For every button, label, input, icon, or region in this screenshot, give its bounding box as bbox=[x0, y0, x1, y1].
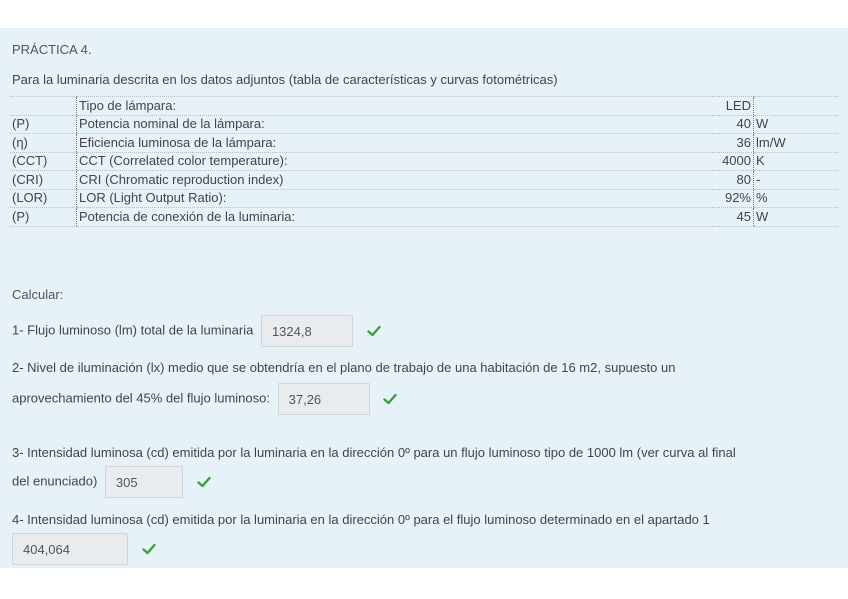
question-3-text-line2: del enunciado) bbox=[12, 473, 98, 489]
spec-description: Tipo de lámpara: bbox=[77, 97, 714, 116]
answer-3-field[interactable]: 305 bbox=[105, 466, 183, 498]
spec-value: 36 bbox=[713, 134, 754, 153]
question-2-text-line1: 2- Nivel de iluminación (lx) medio que se obtendría en el plano de trabajo de una habitación de 16 m2, supuesto un bbox=[12, 360, 676, 375]
spec-symbol: (η) bbox=[10, 134, 77, 153]
answer-1-field[interactable]: 1324,8 bbox=[261, 315, 353, 347]
spec-unit: lm/W bbox=[754, 134, 839, 153]
spec-row bbox=[10, 134, 838, 153]
spec-row bbox=[10, 152, 838, 171]
question-3 bbox=[12, 442, 736, 464]
question-2-line2 bbox=[12, 383, 397, 415]
spec-description: LOR (Light Output Ratio): bbox=[77, 189, 714, 208]
calcular-label: Calcular: bbox=[12, 287, 64, 302]
spec-value: 92% bbox=[713, 189, 754, 208]
question-1-text: 1- Flujo luminoso (lm) total de la luminaria bbox=[12, 322, 254, 338]
spec-value: 40 bbox=[713, 115, 754, 134]
spec-symbol: (CCT) bbox=[10, 152, 77, 171]
spec-row bbox=[10, 208, 838, 227]
spec-value: 4000 bbox=[713, 152, 754, 171]
spec-symbol: (LOR) bbox=[10, 189, 77, 208]
spec-unit: W bbox=[754, 115, 839, 134]
spec-row bbox=[10, 97, 838, 116]
spec-unit: K bbox=[754, 152, 839, 171]
intro-text: Para la luminaria descrita en los datos adjuntos (tabla de características y curvas fotométricas) bbox=[12, 72, 558, 87]
spec-unit: W bbox=[754, 208, 839, 227]
question-1 bbox=[12, 315, 381, 347]
question-3-line2 bbox=[12, 466, 211, 498]
spec-symbol: (P) bbox=[10, 208, 77, 227]
question-2 bbox=[12, 357, 675, 379]
spec-unit bbox=[754, 97, 839, 116]
check-icon bbox=[383, 392, 397, 406]
page-title: PRÁCTICA 4. bbox=[12, 42, 92, 57]
spec-description: Potencia de conexión de la luminaria: bbox=[77, 208, 714, 227]
answer-2-field[interactable]: 37,26 bbox=[278, 383, 370, 415]
question-3-text-line1: 3- Intensidad luminosa (cd) emitida por la luminaria en la dirección 0º para un flujo luminoso tipo de 1000 lm (ver curva al final bbox=[12, 445, 736, 460]
check-icon bbox=[142, 542, 156, 556]
spec-unit: % bbox=[754, 189, 839, 208]
spec-row bbox=[10, 115, 838, 134]
spec-value: 80 bbox=[713, 171, 754, 190]
spec-symbol: (CRI) bbox=[10, 171, 77, 190]
spec-description: Potencia nominal de la lámpara: bbox=[77, 115, 714, 134]
question-2-text-line2: aprovechamiento del 45% del flujo luminoso: bbox=[12, 390, 270, 406]
answer-4-field[interactable]: 404,064 bbox=[12, 533, 128, 565]
check-icon bbox=[367, 324, 381, 338]
spec-symbol: (P) bbox=[10, 115, 77, 134]
check-icon bbox=[197, 475, 211, 489]
spec-value: 45 bbox=[713, 208, 754, 227]
spec-unit: - bbox=[754, 171, 839, 190]
spec-description: CCT (Correlated color temperature): bbox=[77, 152, 714, 171]
specs-table bbox=[10, 96, 838, 227]
spec-description: CRI (Chromatic reproduction index) bbox=[77, 171, 714, 190]
question-4 bbox=[12, 509, 710, 531]
spec-description: Eficiencia luminosa de la lámpara: bbox=[77, 134, 714, 153]
spec-row bbox=[10, 189, 838, 208]
spec-symbol bbox=[10, 97, 77, 116]
question-4-text: 4- Intensidad luminosa (cd) emitida por la luminaria en la dirección 0º para el flujo luminoso determinado en el apartado 1 bbox=[12, 512, 710, 527]
spec-value: LED bbox=[713, 97, 754, 116]
question-4-answer-row bbox=[12, 533, 156, 565]
spec-row bbox=[10, 171, 838, 190]
